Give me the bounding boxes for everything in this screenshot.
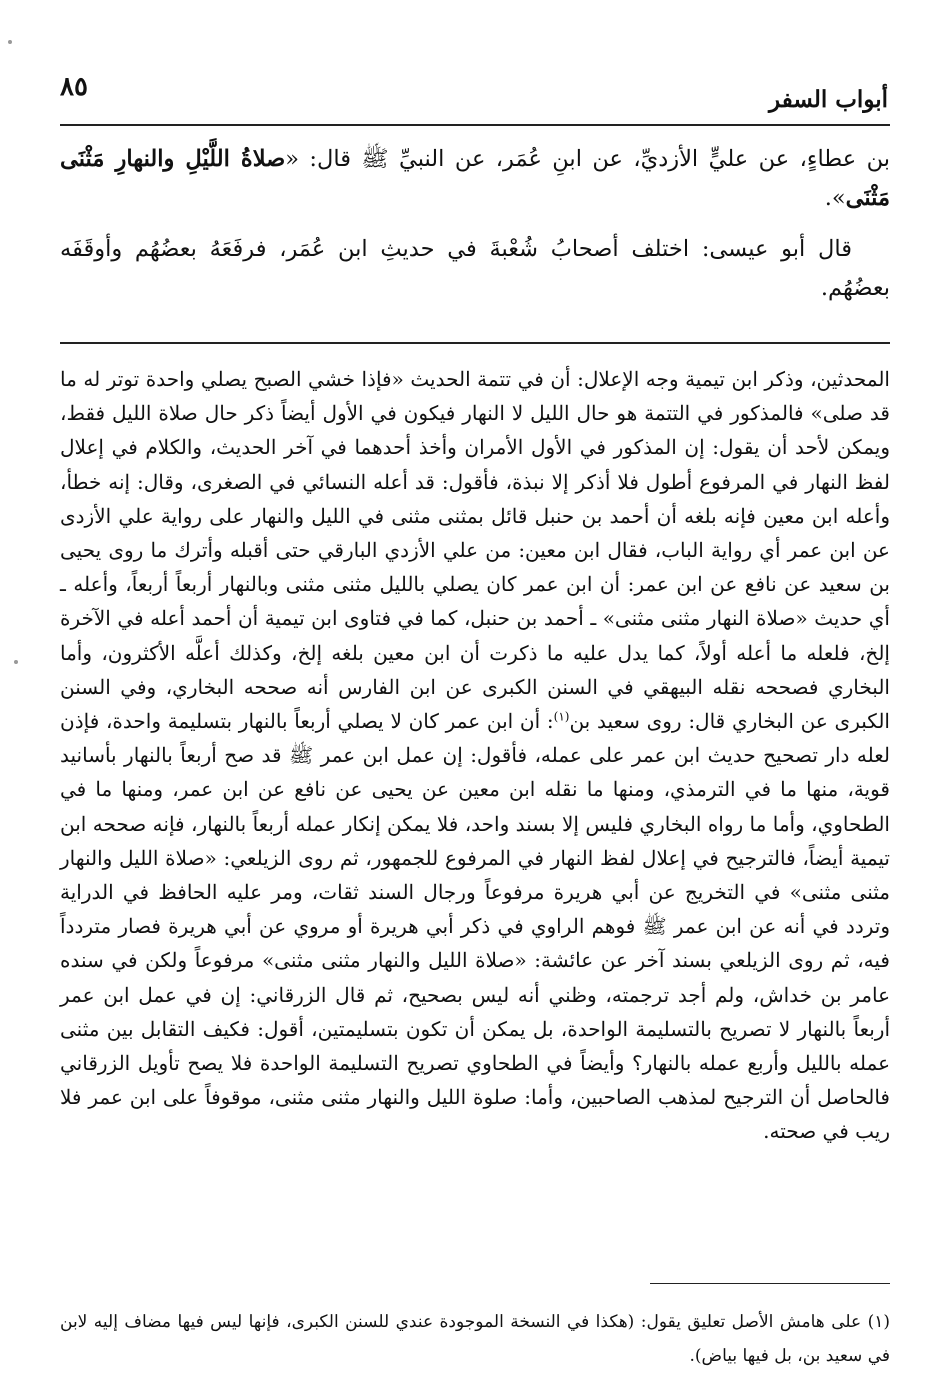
running-title: أبواب السفر [769,86,888,113]
footnote-ref: (١) [553,709,570,724]
main-paragraph-1: بن عطاءٍ، عن عليٍّ الأزديِّ، عن ابنِ عُمَر، عن النبيِّ ﷺ قال: «صلاةُ اللَّيْلِ والنهارِ مَثْنَى مَثْنَى». [60,146,890,211]
footnote-rule [650,1283,890,1284]
scan-speck [8,40,12,44]
footnote [60,1305,890,1373]
footnote-text: (١) على هامش الأصل تعليق يقول: (هكذا في النسخة الموجودة عندي للسنن الكبرى، فإنها ليس فيها مضاف إليه لابن في سعيد بن، بل فيها بياض). [60,1312,890,1366]
page-number: ٨٥ [60,72,88,102]
header-rule [60,124,890,126]
hadith-quote: صلاةُ اللَّيْلِ والنهارِ مَثْنَى مَثْنَى [60,146,890,211]
commentary-separator [60,342,890,344]
commentary-text [60,362,890,1149]
main-text [60,140,890,308]
scan-speck [14,660,18,664]
main-paragraph-2: قال أبو عيسى: اختلف أصحابُ شُعْبةَ في حديثِ ابن عُمَر، فرفَعَهُ بعضُهُم وأوقَفَه بعضُهُم. [60,236,890,301]
commentary-paragraph: المحدثين، وذكر ابن تيمية وجه الإعلال: أن في تتمة الحديث «فإذا خشي الصبح يصلي واحدة توتر له ما قد صلى» فالمذكور في التتمة هو حال الليل لا النهار فيكون في الأول أيضاً ذكر حال صلاة الليل فقط، ويمكن لأحد أن يقول: إن المذكور في الأول الأمران وأخذ أحدهما في آخر الحديث، والكلام في إعلال لفظ النهار في المرفوع أطول فلا أذكر إلا نبذة، فأقول: قد أعله النسائي في الصغرى، وقال: إنه خطأ، وأعله ابن معين فإنه بلغه أن أحمد بن حنبل قائل بمثنى مثنى في الليل والنهار على رواية علي الأزدى عن ابن عمر أي رواية الباب، فقال ابن معين: من علي الأزدي البارقي حتى أقبله وأترك ما روى يحيى بن سعيد عن نافع عن ابن عمر: أن ابن عمر كان يصلي بالليل مثنى مثنى وبالنهار أربعاً أربعاً، وأعله ـ أي حديث «صلاة النهار مثنى مثنى» ـ أحمد بن حنبل، كما في فتاوى ابن تيمية أن أحمد أعله في الآخرة إلخ، فلعله ما أعله أولاً، كما يدل عليه ما ذكرت أن ابن معين بلغه إلخ، وكذلك أعلَّه الأكثرون، وأما البخاري فصححه نقله البيهقي في السنن الكبرى عن ابن الفارس أنه صححه البخاري، وفي السنن الكبرى عن البخاري قال: روى سعيد بن$^{(١)}$: أن ابن عمر كان لا يصلي أربعاً بالنهار بتسليمة واحدة، فإذن لعله دار تصحيح حديث ابن عمر على عمله، فأقول: إن عمل ابن عمر ﷺ قد صح أربعاً بالنهار بأسانيد قوية، منها ما في الترمذي، ومنها ما نقله ابن معين عن يحيى عن نافع عن ابن عمر، ومنها ما في الطحاوي، وأما ما رواه البخاري فليس إلا بسند واحد، فلا يمكن إنكار عمله أربعاً بالنهار، فإنه صححه ابن تيمية أيضاً، فالترجيح في إعلال لفظ النهار في المرفوع للجمهور، ثم روى الزيلعي: «صلاة الليل والنهار مثنى مثنى» في التخريج عن أبي هريرة مرفوعاً ورجال السند ثقات، ومر عليه الحافظ في الدراية وتردد في أنه عن ابن عمر ﷺ فوهم الراوي في ذكر أبي هريرة أو مروي عن أبي هريرة فصار متردداً فيه، ثم روى الزيلعي بسند آخر عن عائشة: «صلاة الليل والنهار مثنى مثنى» مرفوعاً ولكن في سنده عامر بن خداش، ولم أجد ترجمته، وظني أنه ليس بصحيح، ثم قال الزرقاني: إن في عمل ابن عمر أربعاً بالنهار لا تصريح بالتسليمة الواحدة، بل يمكن أن تكون بتسليمتين، أقول: فكيف التقابل بين مثنى عمله بالليل وأربع عمله بالنهار؟ وأيضاً في الطحاوي تصريح التسليمة الواحدة فلا يصح تأويل الزرقاني فالحاصل أن الترجيح لمذهب الصاحبين، وأما: صلوة الليل والنهار مثنى مثنى، موقوفاً على ابن عمر فلا ريب في صحته. [60,367,890,1144]
